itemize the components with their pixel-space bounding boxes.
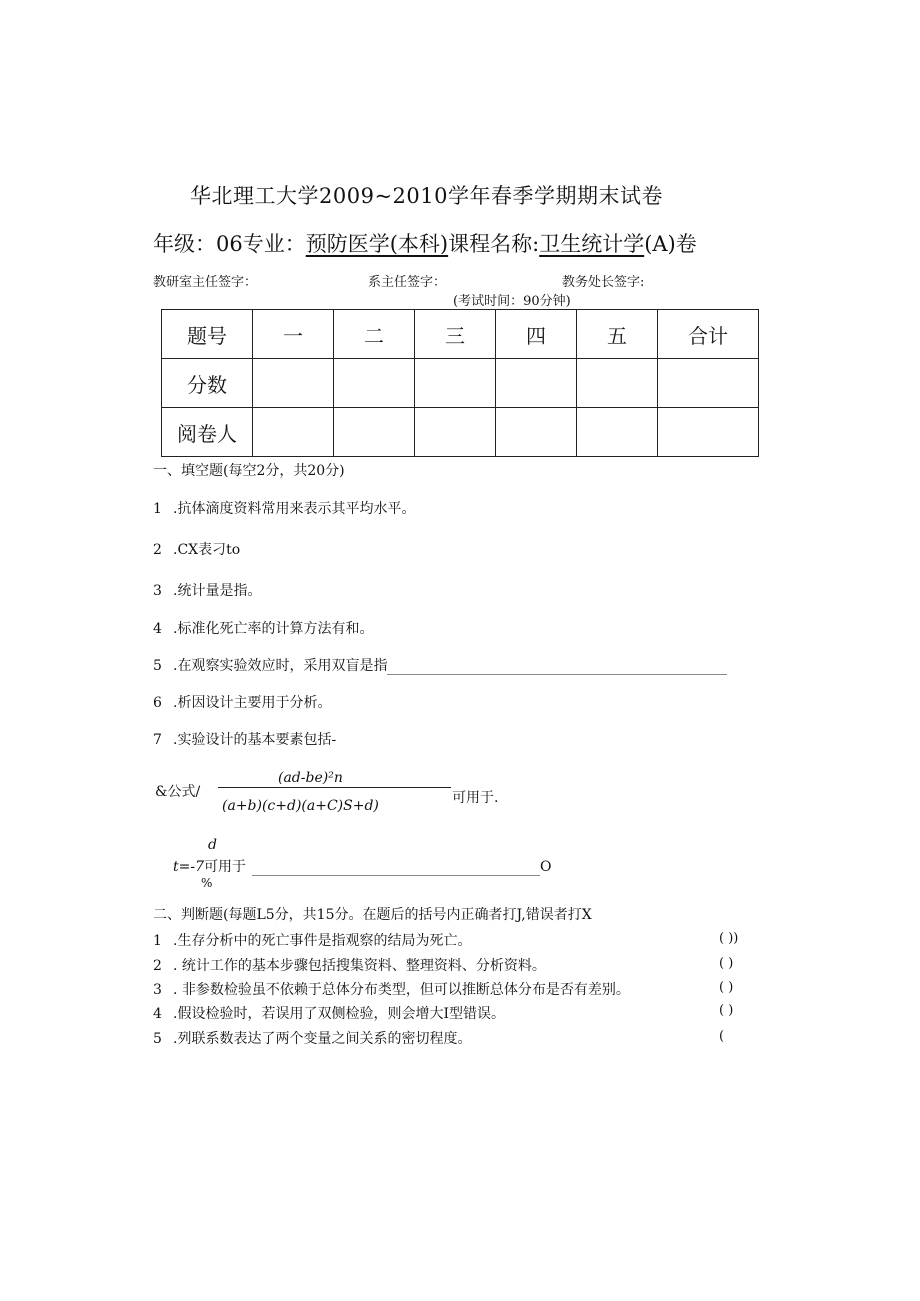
fill-question	[153, 498, 415, 518]
header-cell: 合计	[658, 310, 759, 359]
fill-question	[153, 655, 727, 675]
question-text: .列联系数表达了两个变量之间关系的密切程度。	[173, 1031, 472, 1047]
judge-question	[153, 930, 471, 950]
exam-time: (考试时间：90分钟)	[453, 294, 571, 309]
grader-row	[162, 408, 759, 457]
header-cell: 二	[334, 310, 415, 359]
question-text: .生存分析中的死亡事件是指观察的结局为死亡。	[173, 933, 472, 949]
answer-parenthesis[interactable]: ( ))	[719, 931, 739, 946]
section-2-title: 二、判断题(每题L5分，共15分。在题后的括号内正确者打J,错误者打X	[153, 907, 592, 923]
section-1-title: 一、填空题(每空2分，共20分)	[153, 463, 345, 479]
formula-8-prefix: &公式/	[155, 784, 201, 800]
fill-question	[153, 580, 261, 600]
row-label: 阅卷人	[162, 408, 253, 457]
header-cell: 一	[253, 310, 334, 359]
question-number: 3	[153, 982, 162, 998]
question-number: 4	[153, 1006, 162, 1022]
sign-department: 系主任签字：	[368, 275, 447, 290]
major-value: 预防医学(本科)	[305, 232, 449, 256]
paper-suffix: (A)卷	[644, 232, 697, 256]
sign-teaching-office: 教研室主任签字：	[153, 275, 258, 290]
score-cell[interactable]	[334, 359, 415, 408]
question-text: .析因设计主要用于分析。	[173, 695, 332, 711]
question-text: . 非参数检验虽不依赖于总体分布类型，但可以推断总体分布是否有差别。	[173, 982, 630, 998]
header-cell: 四	[496, 310, 577, 359]
judge-question	[153, 1003, 505, 1023]
score-cell[interactable]	[496, 359, 577, 408]
question-text: .假设检验时，若误用了双侧检验，则会增大I型错误。	[173, 1006, 505, 1022]
score-cell[interactable]	[658, 359, 759, 408]
judge-question	[153, 1028, 471, 1048]
question-number: 6	[153, 695, 162, 711]
answer-parenthesis[interactable]: (	[719, 1029, 725, 1044]
question-number: 4	[153, 621, 162, 637]
question-number: 2	[153, 958, 162, 974]
question-number: 3	[153, 583, 162, 599]
fill-question	[153, 539, 240, 559]
sign-academic-affairs: 教务处长签字:	[562, 275, 645, 290]
answer-blank[interactable]	[252, 861, 540, 876]
score-cell[interactable]	[253, 359, 334, 408]
header-cell: 题号	[162, 310, 253, 359]
grade-major-label: 年级：06专业：	[153, 232, 306, 256]
formula-9-line	[173, 856, 551, 876]
question-text: . 统计工作的基本步骤包括搜集资料、整理资料、分析资料。	[173, 958, 546, 974]
fill-question	[153, 692, 331, 712]
judge-question	[153, 955, 546, 975]
formula-9-bottom: %	[201, 876, 213, 890]
header-cell: 五	[577, 310, 658, 359]
answer-parenthesis[interactable]: ( )	[719, 1003, 734, 1018]
answer-parenthesis[interactable]: ( )	[719, 956, 734, 971]
course-label: 课程名称:	[448, 232, 540, 256]
formula-8-suffix: 可用于.	[452, 790, 499, 806]
score-cell[interactable]	[577, 359, 658, 408]
formula-8-denominator: (a+b)(c+d)(a+C)S+d)	[222, 798, 379, 814]
question-number: 1	[153, 933, 162, 949]
grader-cell[interactable]	[577, 408, 658, 457]
question-text: .标准化死亡率的计算方法有和。	[173, 621, 374, 637]
exam-subtitle	[153, 228, 697, 258]
grader-cell[interactable]	[496, 408, 577, 457]
fill-question	[153, 729, 336, 749]
fraction-bar	[218, 787, 451, 788]
judge-question	[153, 979, 630, 999]
formula-9-end: O	[540, 859, 552, 875]
question-text: .抗体滴度资料常用来表示其平均水平。	[173, 501, 416, 517]
question-text: .实验设计的基本要素包括-	[173, 732, 337, 748]
question-text: .CX表刁to	[173, 542, 241, 558]
grader-cell[interactable]	[253, 408, 334, 457]
question-text: .在观察实验效应时，采用双盲是指	[173, 658, 388, 674]
formula-9-text: 可用于	[204, 859, 246, 875]
question-number: 5	[153, 1031, 162, 1047]
question-text: .统计量是指。	[173, 583, 262, 599]
answer-parenthesis[interactable]: ( )	[719, 980, 734, 995]
course-value: 卫生统计学	[539, 232, 645, 256]
answer-blank[interactable]	[387, 660, 727, 675]
grader-cell[interactable]	[415, 408, 496, 457]
exam-title: 华北理工大学2009~2010学年春季学期期末试卷	[190, 184, 663, 208]
score-table	[161, 309, 759, 457]
question-number: 2	[153, 542, 162, 558]
question-number: 7	[153, 732, 162, 748]
score-cell[interactable]	[415, 359, 496, 408]
row-label: 分数	[162, 359, 253, 408]
formula-9-top: d	[208, 837, 217, 853]
question-number: 1	[153, 501, 162, 517]
formula-9-main: t=-7	[173, 859, 204, 875]
question-number: 5	[153, 658, 162, 674]
score-row	[162, 359, 759, 408]
grader-cell[interactable]	[658, 408, 759, 457]
fill-question	[153, 618, 373, 638]
grader-cell[interactable]	[334, 408, 415, 457]
header-cell: 三	[415, 310, 496, 359]
score-table-header-row	[162, 310, 759, 359]
formula-8-numerator: (ad-be)²n	[278, 770, 343, 786]
